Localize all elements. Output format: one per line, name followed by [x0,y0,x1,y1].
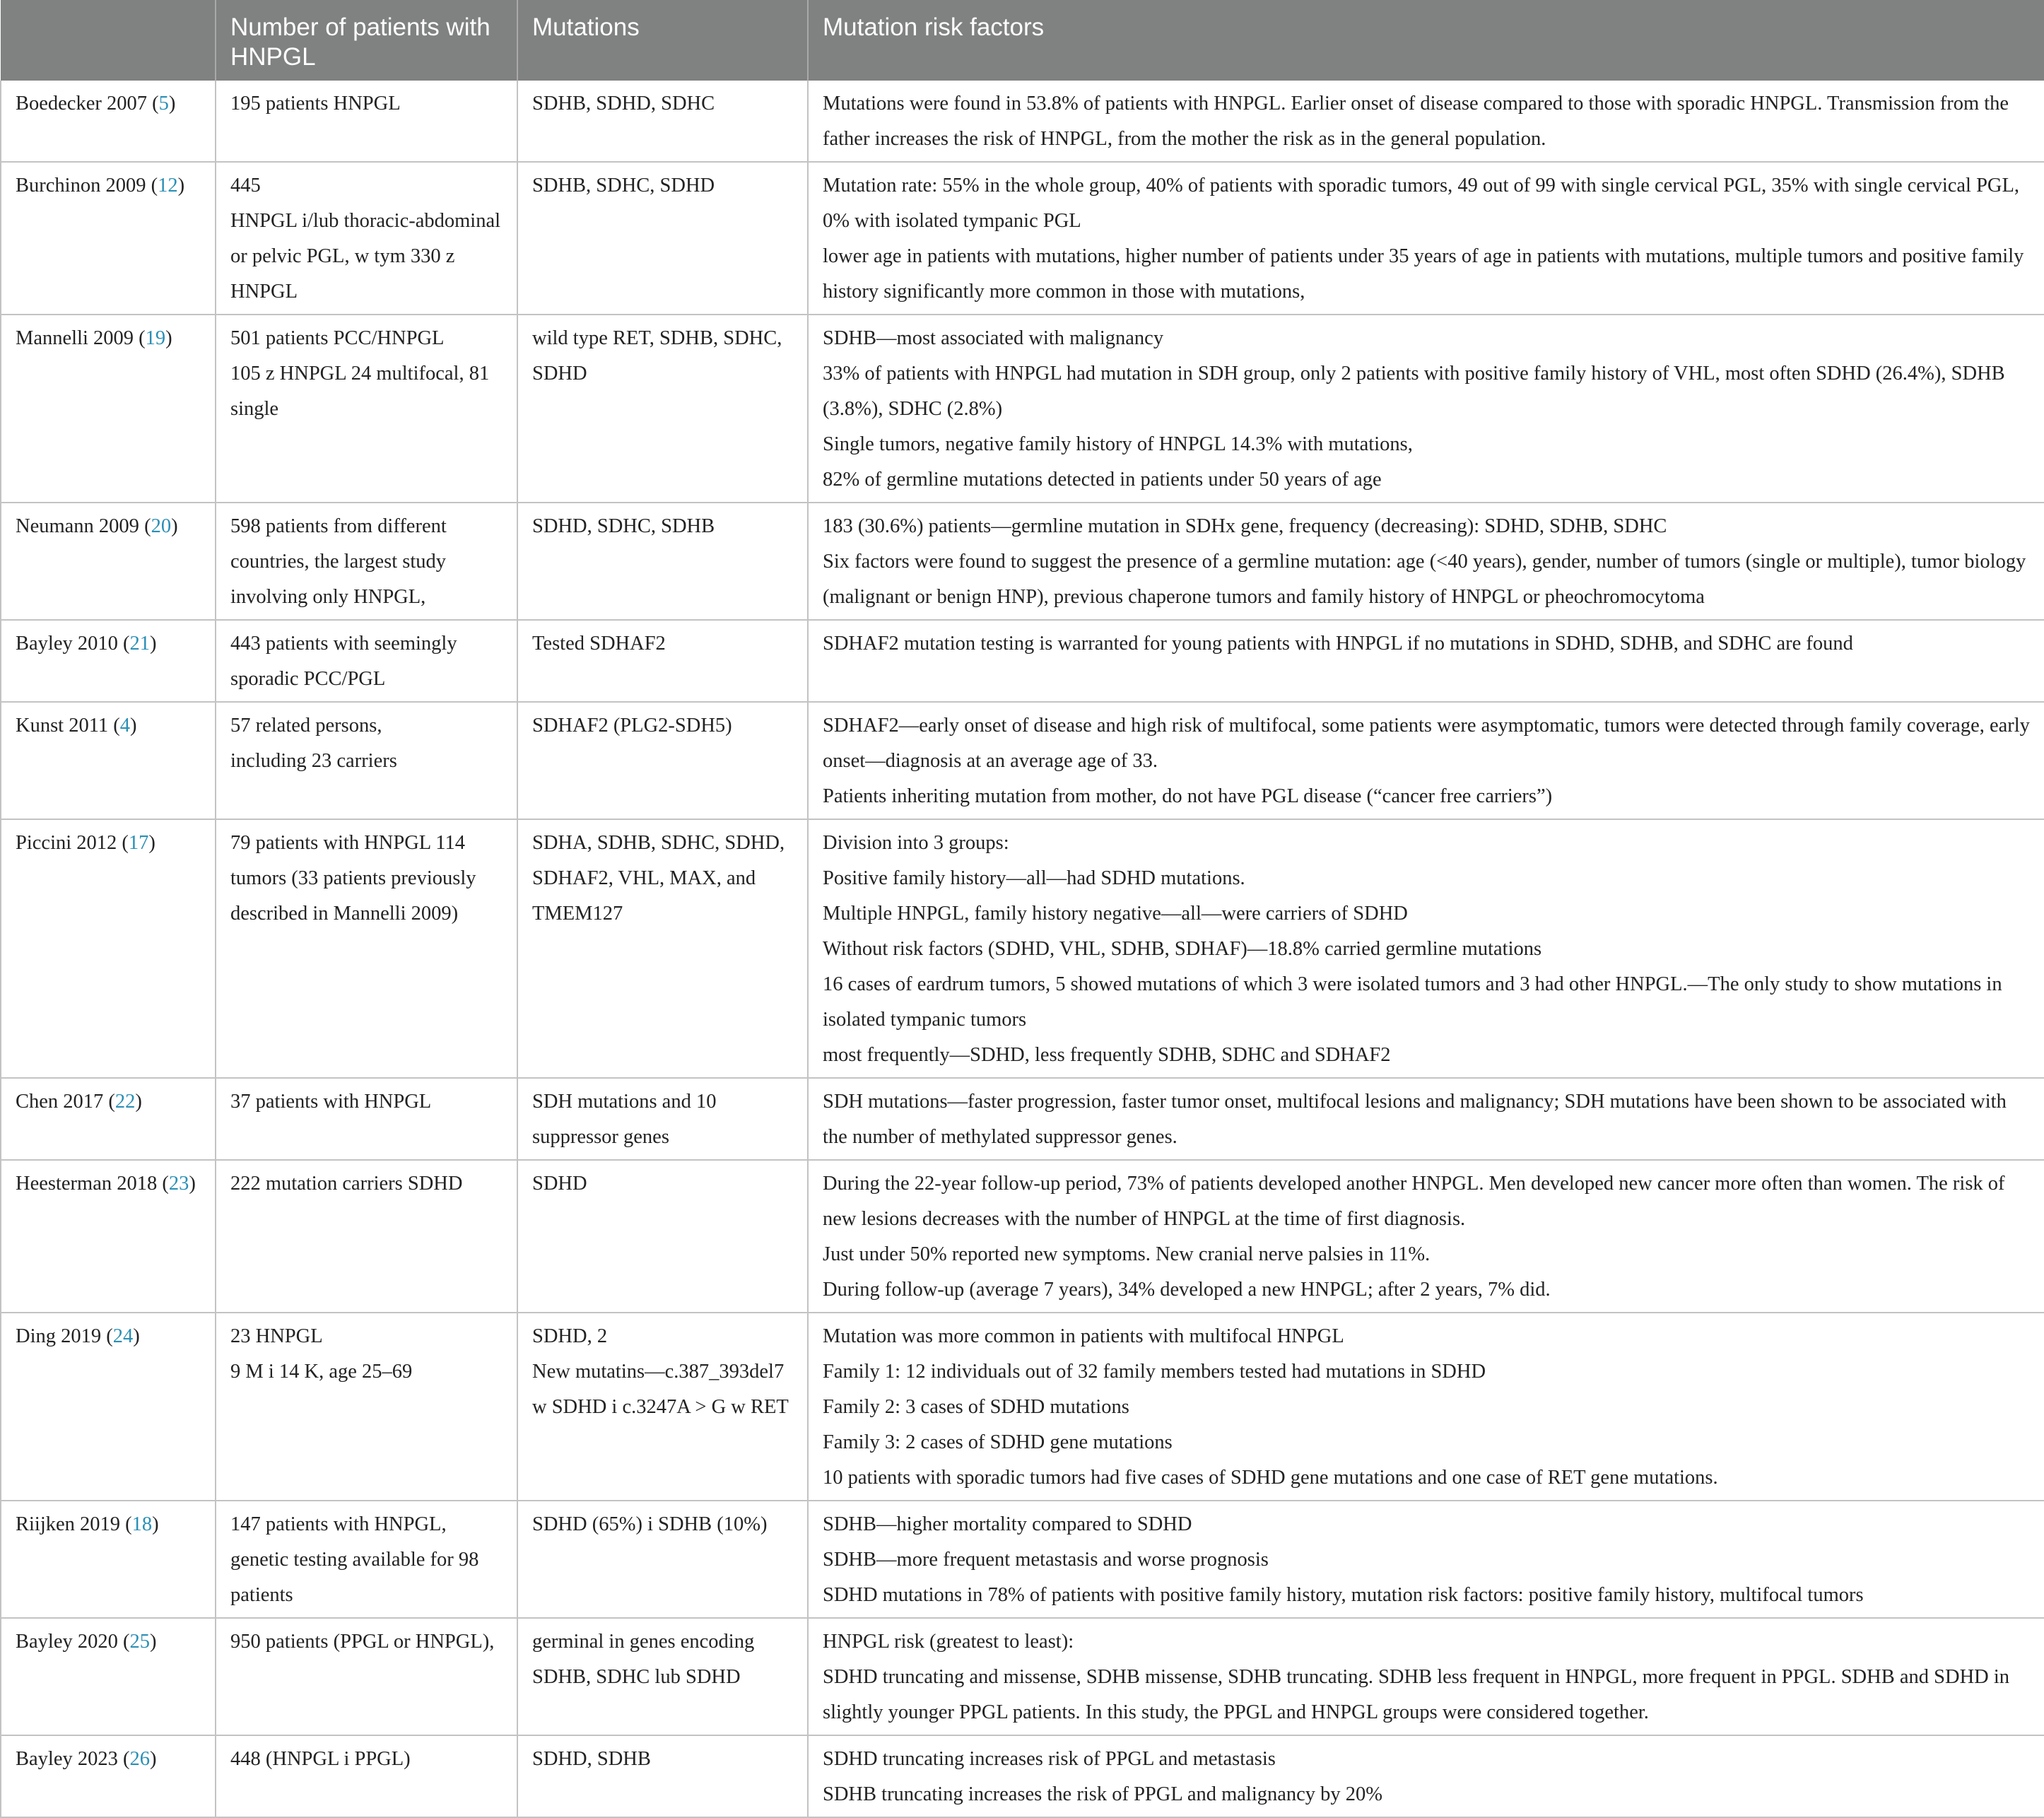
mutations-cell: SDHA, SDHB, SDHC, SDHD, SDHAF2, VHL, MAX, and TMEM127 [517,819,808,1078]
table-header [1,0,2044,81]
risk-factors-cell: 183 (30.6%) patients—germline mutation in SDHx gene, frequency (decreasing): SDHD, SDHB, SDHC Six factors were found to suggest the presence of a germline mutation: age (<40 years), gender, number of tumors (single or multiple), tumor biology (malignant or benign HNP), previous chaperone tumors and family history of HNPGL or pheochromocytoma [808,503,2044,620]
ref-open-paren: ( [117,1748,130,1770]
table-row [1,819,2044,1078]
risk-factors-cell: SDHB—higher mortality compared to SDHD SDHB—more frequent metastasis and worse prognosis SDHD mutations in 78% of patients with positive family history, mutation risk factors: positive family history, multifocal tumors [808,1501,2044,1618]
table-body [1,81,2044,1817]
study-cell [1,1618,216,1735]
ref-open-paren: ( [120,1513,132,1535]
ref-open-paren: ( [117,832,129,854]
reference-link[interactable]: 12 [158,175,178,197]
table-row [1,1735,2044,1817]
reference-link[interactable]: 20 [151,515,172,537]
risk-factors-cell: During the 22-year follow-up period, 73% of patients developed another HNPGL. Men developed new cancer more often than women. The risk of new lesions decreases with the number of HNPGL at the time of first diagnosis. Just under 50% reported new symptoms. New cranial nerve palsies in 11%. During follow-up (average 7 years), 34% developed a new HNPGL; after 2 years, 7% did. [808,1160,2044,1313]
study-name: Neumann 2009 [16,515,139,537]
ref-open-paren: ( [139,515,151,537]
study-cell [1,1735,216,1817]
ref-open-paren: ( [146,93,159,115]
study-cell [1,819,216,1078]
mutations-cell: SDHB, SDHC, SDHD [517,162,808,315]
table-row [1,1313,2044,1501]
ref-close-paren: ) [149,633,157,655]
ref-close-paren: ) [152,1513,159,1535]
risk-factors-cell: Division into 3 groups: Positive family history—all—had SDHD mutations. Multiple HNPGL, family history negative—all—were carriers of SDHD Without risk factors (SDHD, VHL, SDHB, SDHAF)—18.8% carried germline mutations 16 cases of eardrum tumors, 5 showed mutations of which 3 were isolated tumors and 3 had other HNPGL.—The only study to show mutations in isolated tympanic tumors most frequently—SDHD, less frequently SDHB, SDHC and SDHAF2 [808,819,2044,1078]
study-cell [1,1078,216,1160]
study-cell [1,81,216,162]
study-cell [1,162,216,315]
ref-close-paren: ) [149,1748,157,1770]
patients-cell: 598 patients from different countries, the largest study involving only HNPGL, [216,503,517,620]
ref-close-paren: ) [168,93,176,115]
study-cell [1,1313,216,1501]
study-cell [1,1501,216,1618]
risk-factors-cell: SDHAF2—early onset of disease and high risk of multifocal, some patients were asymptomatic, tumors were detected through family coverage, early onset—diagnosis at an average age of 33. Patients inheriting mutation from mother, do not have PGL disease (“cancer free carriers”) [808,702,2044,819]
table-row [1,702,2044,819]
mutations-cell: SDHD, SDHB [517,1735,808,1817]
risk-factors-cell: SDHAF2 mutation testing is warranted for young patients with HNPGL if no mutations in SDHD, SDHB, and SDHC are found [808,620,2044,702]
mutations-cell: SDHD, 2 New mutatins—c.387_393del7 w SDHD i c.3247A > G w RET [517,1313,808,1501]
ref-close-paren: ) [189,1173,196,1195]
mutations-cell: SDHD [517,1160,808,1313]
study-name: Piccini 2012 [16,832,117,854]
mutations-cell: germinal in genes encoding SDHB, SDHC lub SDHD [517,1618,808,1735]
mutations-cell: wild type RET, SDHB, SDHC, SDHD [517,315,808,503]
study-cell [1,315,216,503]
table-row [1,162,2044,315]
study-cell [1,1160,216,1313]
study-name: Riijken 2019 [16,1513,121,1535]
header-row [1,0,2044,81]
study-name: Mannelli 2009 [16,327,134,349]
patients-cell: 57 related persons, including 23 carriers [216,702,517,819]
ref-close-paren: ) [149,1631,157,1653]
table-row [1,1618,2044,1735]
column-header: Mutation risk factors [808,0,2044,81]
patients-cell: 448 (HNPGL i PPGL) [216,1735,517,1817]
ref-open-paren: ( [101,1325,113,1347]
table-row [1,81,2044,162]
reference-link[interactable]: 23 [168,1173,189,1195]
study-cell [1,503,216,620]
mutations-cell: SDH mutations and 10 suppressor genes [517,1078,808,1160]
study-cell [1,702,216,819]
reference-link[interactable]: 21 [129,633,150,655]
ref-open-paren: ( [103,1091,115,1113]
study-name: Bayley 2010 [16,633,118,655]
reference-link[interactable]: 5 [158,93,169,115]
study-name: Bayley 2023 [16,1748,118,1770]
reference-link[interactable]: 22 [114,1091,136,1113]
reference-link[interactable]: 4 [119,715,131,737]
study-name: Burchinon 2009 [16,175,146,197]
reference-link[interactable]: 24 [112,1325,134,1347]
study-name: Bayley 2020 [16,1631,118,1653]
ref-open-paren: ( [134,327,146,349]
column-header: Number of patients with HNPGL [216,0,517,81]
ref-close-paren: ) [130,715,137,737]
table-row [1,503,2044,620]
patients-cell: 501 patients PCC/HNPGL 105 z HNPGL 24 multifocal, 81 single [216,315,517,503]
mutations-cell: Tested SDHAF2 [517,620,808,702]
study-name: Ding 2019 [16,1325,102,1347]
ref-close-paren: ) [165,327,172,349]
reference-link[interactable]: 18 [131,1513,153,1535]
ref-open-paren: ( [157,1173,169,1195]
patients-cell: 443 patients with seemingly sporadic PCC/PGL [216,620,517,702]
reference-link[interactable]: 17 [128,832,149,854]
patients-cell: 445 HNPGL i/lub thoracic-abdominal or pelvic PGL, w tym 330 z HNPGL [216,162,517,315]
risk-factors-cell: Mutation rate: 55% in the whole group, 40% of patients with sporadic tumors, 49 out of 99 with single cervical PGL, 35% with single cervical PGL, 0% with isolated tympanic PGL lower age in patients with mutations, higher number of patients under 35 years of age in patients with mutations, multiple tumors and positive family history significantly more common in those with mutations, [808,162,2044,315]
patients-cell: 195 patients HNPGL [216,81,517,162]
mutations-cell: SDHB, SDHD, SDHC [517,81,808,162]
risk-factors-cell: SDH mutations—faster progression, faster tumor onset, multifocal lesions and malignancy; SDH mutations have been shown to be associated with the number of methylated suppressor genes. [808,1078,2044,1160]
column-header [1,0,216,81]
study-name: Kunst 2011 [16,715,109,737]
study-name: Boedecker 2007 [16,93,147,115]
patients-cell: 147 patients with HNPGL, genetic testing available for 98 patients [216,1501,517,1618]
ref-close-paren: ) [148,832,155,854]
ref-open-paren: ( [117,1631,130,1653]
table-row [1,1160,2044,1313]
table-row [1,1078,2044,1160]
ref-open-paren: ( [108,715,120,737]
study-cell [1,620,216,702]
risk-factors-cell: Mutation was more common in patients with multifocal HNPGL Family 1: 12 individuals out of 32 family members tested had mutations in SDHD Family 2: 3 cases of SDHD mutations Family 3: 2 cases of SDHD gene mutations 10 patients with sporadic tumors had five cases of SDHD gene mutations and one case of RET gene mutations. [808,1313,2044,1501]
patients-cell: 950 patients (PPGL or HNPGL), [216,1618,517,1735]
ref-close-paren: ) [177,175,185,197]
mutations-cell: SDHAF2 (PLG2-SDH5) [517,702,808,819]
table-row [1,620,2044,702]
mutations-cell: SDHD (65%) i SDHB (10%) [517,1501,808,1618]
ref-open-paren: ( [146,175,158,197]
risk-factors-cell: SDHD truncating increases risk of PPGL and metastasis SDHB truncating increases the risk of PPGL and malignancy by 20% [808,1735,2044,1817]
ref-close-paren: ) [133,1325,140,1347]
column-header: Mutations [517,0,808,81]
ref-close-paren: ) [171,515,178,537]
study-name: Chen 2017 [16,1091,104,1113]
table-row [1,315,2044,503]
table-row [1,1501,2044,1618]
patients-cell: 37 patients with HNPGL [216,1078,517,1160]
reference-link[interactable]: 19 [145,327,166,349]
patients-cell: 79 patients with HNPGL 114 tumors (33 patients previously described in Mannelli 2009) [216,819,517,1078]
reference-link[interactable]: 25 [129,1631,150,1653]
risk-factors-cell: SDHB—most associated with malignancy 33% of patients with HNPGL had mutation in SDH group, only 2 patients with positive family history of VHL, most often SDHD (26.4%), SDHB (3.8%), SDHC (2.8%) Single tumors, negative family history of HNPGL 14.3% with mutations, 82% of germline mutations detected in patients under 50 years of age [808,315,2044,503]
study-name: Heesterman 2018 [16,1173,158,1195]
mutations-cell: SDHD, SDHC, SDHB [517,503,808,620]
ref-close-paren: ) [135,1091,142,1113]
reference-link[interactable]: 26 [129,1748,150,1770]
risk-factors-cell: HNPGL risk (greatest to least): SDHD truncating and missense, SDHB missense, SDHB truncating. SDHB less frequent in HNPGL, more frequent in PPGL. SDHB and SDHD in slightly younger PPGL patients. In this study, the PPGL and HNPGL groups were considered together. [808,1618,2044,1735]
ref-open-paren: ( [117,633,130,655]
patients-cell: 222 mutation carriers SDHD [216,1160,517,1313]
patients-cell: 23 HNPGL 9 M i 14 K, age 25–69 [216,1313,517,1501]
risk-factors-cell: Mutations were found in 53.8% of patients with HNPGL. Earlier onset of disease compared to those with sporadic HNPGL. Transmission from the father increases the risk of HNPGL, from the mother the risk as in the general population. [808,81,2044,162]
